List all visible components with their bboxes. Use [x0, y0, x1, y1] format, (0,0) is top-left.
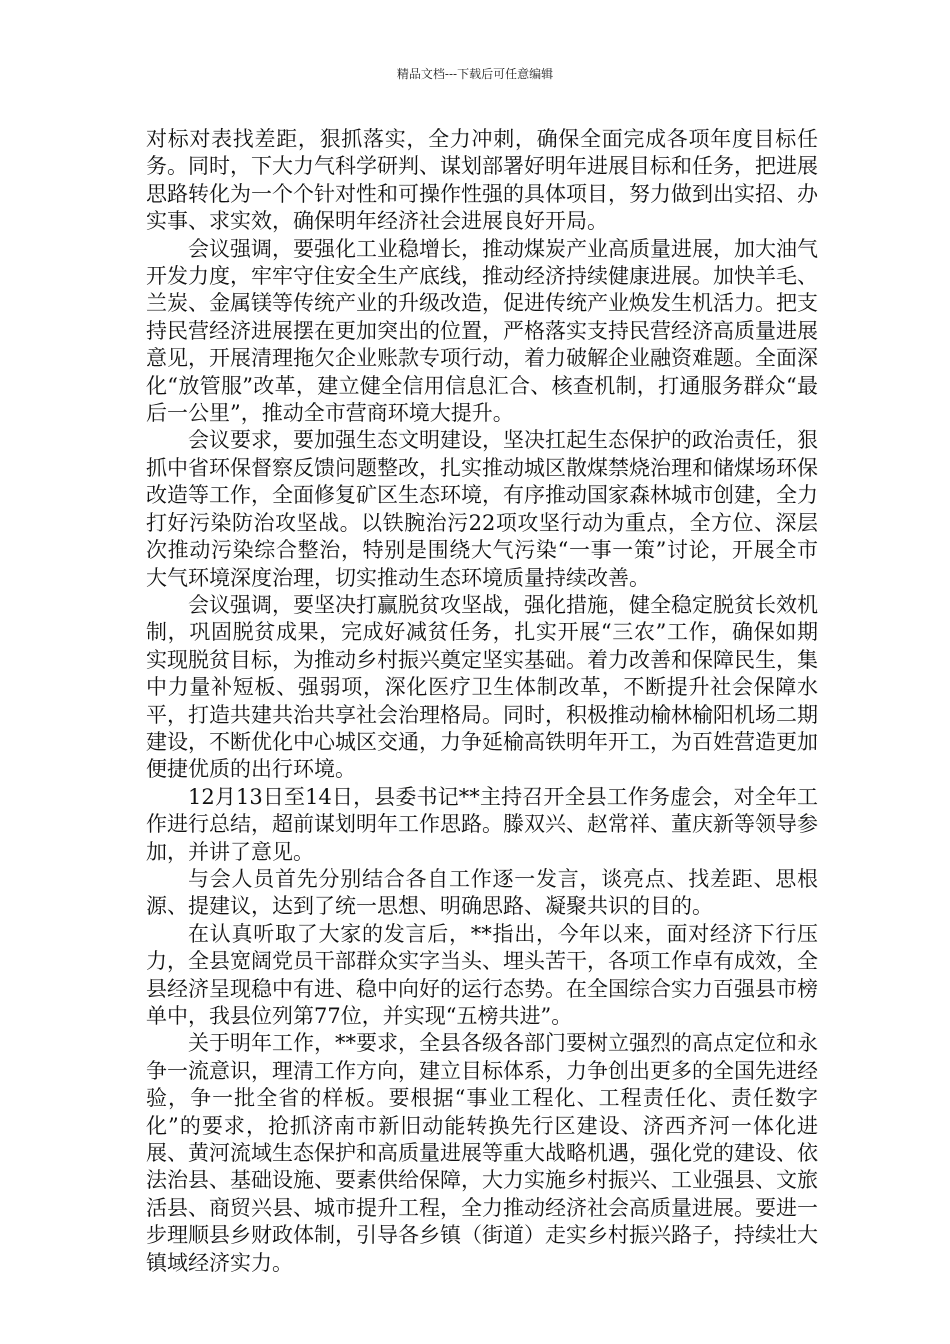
paragraph-8: 关于明年工作，**要求，全县各级各部门要树立强烈的高点定位和永争一流意识，理清工作方向，建立目标体系，力争创出更多的全国先进经验，争一批全省的样板。要根据“事业工程化、工程责任化、责任数字化”的要求，抢抓济南市新旧动能转换先行区建设、济西齐河一体化进展、黄河流域生态保护和高质量进展等重大战略机遇，强化党的建设、依法治县、基础设施、要素供给保障，大力实施乡村振兴、工业强县、文旅活县、商贸兴县、城市提升工程，全力推动经济社会高质量进展。要进一步理顺县乡财政体制，引导各乡镇（街道）走实乡村振兴路子，持续壮大镇域经济实力。 [146, 1031, 818, 1275]
paragraph-3: 会议要求，要加强生态文明建设，坚决扛起生态保护的政治责任，狠抓中省环保督察反馈问题整改，扎实推动城区散煤禁烧治理和储煤场环保改造等工作，全面修复矿区生态环境，有序推动国家森林城市创建，全力打好污染防治攻坚战。以铁腕治污22项攻坚行动为重点，全方位、深层次推动污染综合整治，特别是围绕大气污染“一事一策”讨论，开展全市大气环境深度治理，切实推动生态环境质量持续改善。 [146, 428, 818, 590]
paragraph-1: 对标对表找差距，狠抓落实，全力冲刺，确保全面完成各项年度目标任务。同时，下大力气科学研判、谋划部署好明年进展目标和任务，把进展思路转化为一个个针对性和可操作性强的具体项目，努力做到出实招、办实事、求实效，确保明年经济社会进展良好开局。 [146, 127, 818, 234]
page-header: 精品文档---下载后可任意编辑 [396, 67, 554, 81]
paragraph-7: 在认真听取了大家的发言后，**指出，今年以来，面对经济下行压力，全县宽阔党员干部群众实字当头、埋头苦干，各项工作卓有成效，全县经济呈现稳中有进、稳中向好的运行态势。在全国综合实力百强县市榜单中，我县位列第77位，并实现“五榜共进”。 [146, 921, 818, 1028]
document-body [146, 126, 818, 1277]
paragraph-5: 12月13日至14日，县委书记**主持召开全县工作务虚会，对全年工作进行总结，超前谋划明年工作思路。滕双兴、赵常祥、董庆新等领导参加，并讲了意见。 [146, 784, 818, 864]
paragraph-4: 会议强调，要坚决打赢脱贫攻坚战，强化措施，健全稳定脱贫长效机制，巩固脱贫成果，完成好减贫任务，扎实开展“三农”工作，确保如期实现脱贫目标，为推动乡村振兴奠定坚实基础。着力改善和保障民生，集中力量补短板、强弱项，深化医疗卫生体制改革，不断提升社会保障水平，打造共建共治共享社会治理格局。同时，积极推动榆林榆阳机场二期建设，不断优化中心城区交通，力争延榆高铁明年开工，为百姓营造更加便捷优质的出行环境。 [146, 592, 818, 782]
paragraph-2: 会议强调，要强化工业稳增长，推动煤炭产业高质量进展，加大油气开发力度，牢牢守住安全生产底线，推动经济持续健康进展。加快羊毛、兰炭、金属镁等传统产业的升级改造，促进传统产业焕发生机活力。把支持民营经济进展摆在更加突出的位置，严格落实支持民营经济高质量进展意见，开展清理拖欠企业账款专项行动，着力破解企业融资难题。全面深化“放管服”改革，建立健全信用信息汇合、核查机制，打通服务群众“最后一公里”，推动全市营商环境大提升。 [146, 236, 818, 426]
paragraph-6: 与会人员首先分别结合各自工作逐一发言，谈亮点、找差距、思根源、提建议，达到了统一思想、明确思路、凝聚共识的目的。 [146, 866, 818, 919]
